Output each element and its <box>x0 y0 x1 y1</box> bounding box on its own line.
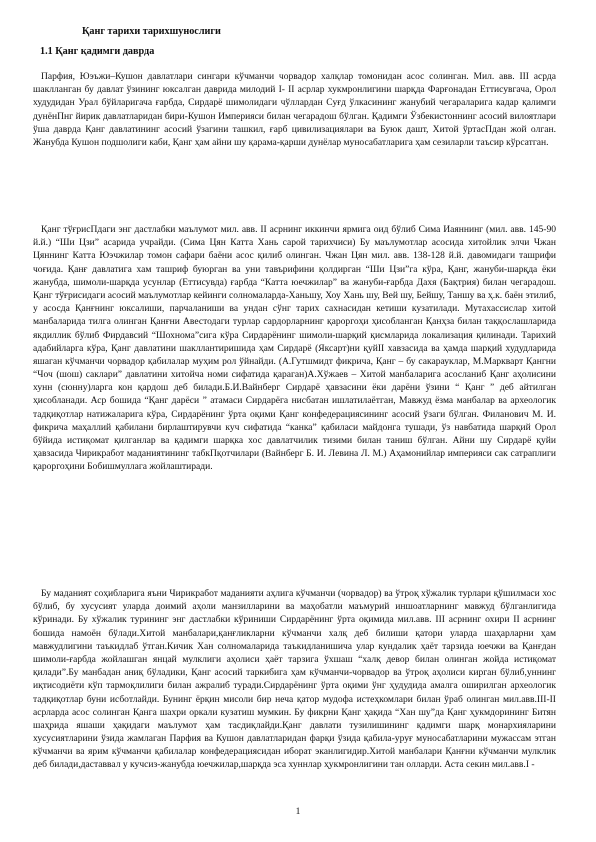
paragraph: Бу маданият соҳибларига яъни Чирикработ маданияти аҳлига кўчманчи (чорвадор) ва ўтроқ хўжалик турлари қўшилмаси хос бўлиб, бу хусусият уларда доимий аҳоли манзилларини ва маҳобатли маъмурий иншоатларнинг мавжуд бўлганлигида кўринади. Бу хўжалик турининг энг дастлабки кўриниши Сирдарёнинг ўрта оқимида мил.авв. III асрнинг охири II асрнинг бошида намоён бўлади.Хитой манбалари,қанғликларни кўчманчи халқ деб билиши қатори уларда шаҳарларни ҳам мавжудлигини таъкидлаб ўтган.Кичик Хан солномаларида таъкидланишича улар кундалик ҳаёт тарзида юечжи ва Қанғдан шимоли-ғарбда жойлашган янцай мулклиги аҳолиси ҳаёт тарзига ўхшаш “халқ девор билан олинган жойда истиқомат қилади”.Бу манбадан аниқ бўладики, Қанг асосий таркибига ҳам кўчманчи-чорвадор ва ўтроқ аҳолиси кирган бўлиб,уннинг иқтисодиёти кўп тармоқлилиги билан ажралиб туради.Сирдарёнинг ўрта оқими ўнг ҳудудида амалга оширилган археологик тадқиқотлар буни исботлайди. Бунинг ёрқин мисоли бир неча қатор мудофа истеҳкомлари билан ўраб олинган мил.авв.III-II асрларда асос солинган Қанга шахри оркали кузатиш мумкин. Бу фикрни Қанг ҳақида “Хан шу”да Қанг ҳукмдорининг Битян шаҳрида яшаши ҳақидаги маълумот ҳам тасдиқлайди.Қанг давлати тузилишининг қадимги шарқ монархияларини хусусиятларини ўзида жамлаган Парфия ва Кушон давлатларидан фарқи ўзида қабила-уруғ муносабатларини мужассам этган кўчманчи ва ярим кўчманчи қабилалар конфедерациясидан иборат эканлигидир.Хитой манбалари Қанғни кўчманчи мулклик деб билади,даставвал у кучсиз-жанубда юечжилар,шарқда эса хуннлар ҳукмронлигини тан олларди. Аста секин мил.авв.I - <box>33 588 556 771</box>
paragraph: Парфия, Юэъжи–Кушон давлатлари сингари кўчманчи чорвадор халқлар томонидан асос солинган. Мил. авв. III асрда шаклланган бу давлат ўзининг юксалган даврида милодий I- II асрлар хукмронлигини шарқда Фарғонадан Еттисувгача, Орол худудидан Урал бўйларигача ғарбда, Сирдарё шимолидаги чўллардан Суғд ўлкасининг жанубий чегараларига кадар қалимги дунёнПнг йирик давлатларидан бири-Кушон Империяси билан чегарадош бўлган. Қадимги Ўзбекистоннинг асосий вилоятлари ўша даврда Қанг давлатининг асосий ўзагини ташкил, ғарб цивилизациялари ва Буюк дашт, Хитой ўртасПдан жой олган. Жанубда Кушон подшолиги каби, Қанг ҳам айни шу қарама-қарши дунёлар муносабатларига ҳам сезиларли таъсир кўрсатган. <box>33 71 556 148</box>
page-number: 1 <box>295 807 301 817</box>
document-title: Қанг тарихи тарихшунослиги <box>82 26 221 37</box>
section-heading: 1.1 Қанг қадимги даврда <box>40 46 155 57</box>
paragraph: Қанг тўғрисПдаги энг дастлабки маълумот мил. авв. II асрнинг иккинчи ярмига оид бўлиб Сима Иаяннинг (мил. авв. 145-90 й.й.) “Ши Цзи” асарида учрайди. (Сима Цян Катта Хань сарой тарихчиси) Бу маълумотлар асосида хитойлик элчи Чжан Цяннинг Катта Юэчжилар томон сафари баёни асос қилиб олинган. Чжан Цян мил. авв. 138-128 й.й. давомидаги ташрифи чоғида. Қанғ давлатига хам ташриф буюрган ва уни тавърифини қолдирган “Ши Цзи”га кўра, Қанг, жануби-шарқда ёки жанубда, шимоли-шарқда усунлар (Еттисувда) ғарбда “Катта юечжилар” ва жануби-ғарбда Дахя (Бақтрия) билан чегарадош. Қанг тўғрисидаги асосий маълумотлар кейинги солномаларда-Ханьшу, Хоу Хань шу, Вей шу, Бейшу, Таншу ва ҳ.к. баён этилиб, у асосда Қанғнинг юксалиши, парчаланиши ва ундан сўнг тарих сахнасидан кетиши кузатилади. Мутахассислар хитой манбаларида тилга олинган Қанғни Авестодаги турлар сардорларнинг қароргоҳи ҳисобланган Қанҳза билан таққослашларида якдиллик бўлиб Фирдавсий “Шохнома”сига кўра Сирдарёнинг шимоли-шарқий қисмларида локализация қилинади. Тарихий адабийларга кўра, Қанг давлатини шакллантиришида ҳам Сирдарё (Яксарт)ни қуйII хавзасида ва ҳамда шарқий худудларида яшаган кўчманчи чорвадор қабилалар муҳим рол ўйнайди. (А.Гутшмидт фикрича, Қанг – бу сакарауклар, М.Маркварт Қангни “Чоч (шош) саклари” давлатини хитойча номи сифатида қараган)А.Хўжаев – Хитой манбаларига асосланиб Қанг аҳолисини хунн (сюнну)ларга кон қардош деб билади.Б.И.Вайнберг Сирдарё ҳавзасини ёки дарёни ўзини “ Қанг ” деб айтилган ҳисобланади. Аср бошида “Қанг дарёси ” атамаси Сирдарёга нисбатан ишлатилаётган, Мавжуд ёзма манбалар ва археологик тадқиқотлар натижаларига кўра, Сирдарёнинг ўрта оқими Қанг конфедерациясининг асосий ўзаги бўлган. Филанович М. И. фикрича маҳаллий қабилани бирлаштирувчи куч сифатида “канка” қабиласи майдонга тушади, ўз навбатида шарқий Орол бўйида истиқомат қилганлар ва қадимги шарқка хос давлатчилик тизими билан таниш бўлган. Айни шу Сирдарё қуйи ҳавзасида Чирикработ маданиятининг табкПқотчилари (Вайнберг Б. И. Левина Л. М.) Аҳамонийлар империяси сак сатраплиги қароргоҳини Бобишмуллага жойлаштиради. <box>33 224 556 473</box>
